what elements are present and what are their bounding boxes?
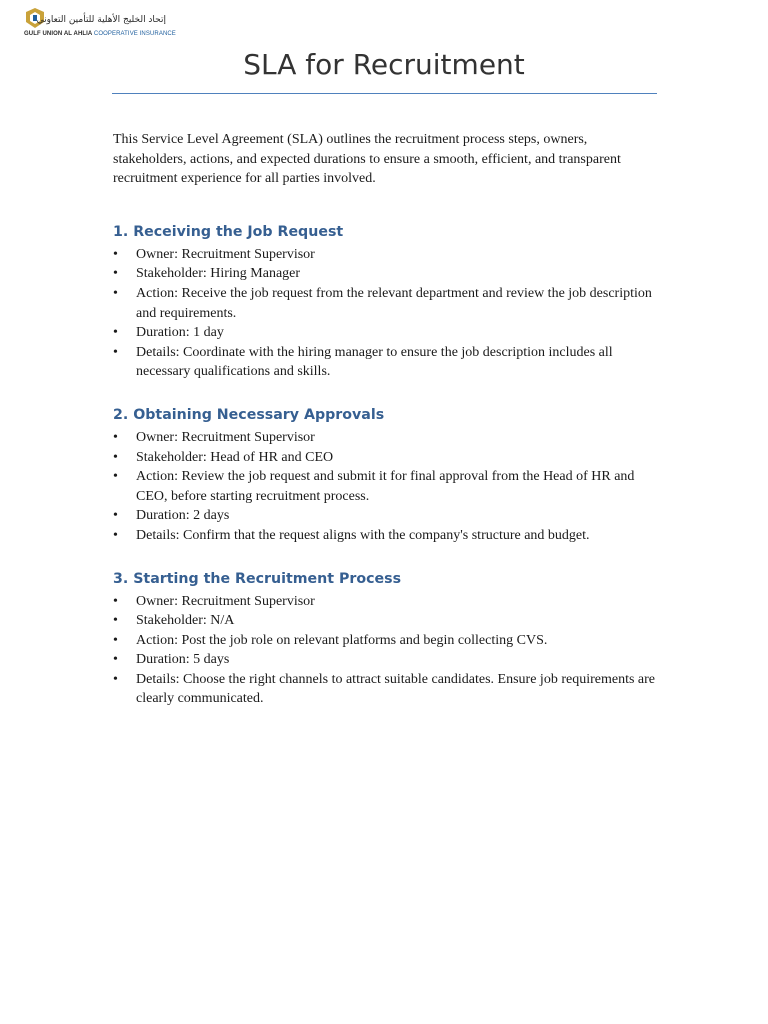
bullet-icon: • xyxy=(113,593,118,609)
list-item-text: Details: Coordinate with the hiring manager to ensure the job description includes all necessary qualifications and skills. xyxy=(136,344,613,380)
section-1 xyxy=(113,222,658,382)
bullet-icon: • xyxy=(113,285,118,301)
list-item-text: Duration: 5 days xyxy=(136,652,230,668)
list-item xyxy=(113,526,658,546)
list-item-text: Duration: 1 day xyxy=(136,325,224,341)
list-item-text: Owner: Recruitment Supervisor xyxy=(136,246,315,262)
list-item-text: Stakeholder: Head of HR and CEO xyxy=(136,449,334,465)
document-body xyxy=(113,130,658,732)
list-item xyxy=(113,631,658,651)
list-item xyxy=(113,245,658,265)
section-heading: 1. Receiving the Job Request xyxy=(113,223,344,240)
list-item-text: Details: Choose the right channels to attract suitable candidates. Ensure job requirements are clearly communicated. xyxy=(136,671,655,707)
section-heading: 2. Obtaining Necessary Approvals xyxy=(113,406,385,423)
intro-paragraph: This Service Level Agreement (SLA) outlines the recruitment process steps, owners, stakeholders, actions, and expected durations to ensure a smooth, efficient, and transparent recruitment experience for all parties involved. xyxy=(113,132,621,187)
bullet-icon: • xyxy=(113,246,118,262)
list-item xyxy=(113,448,658,468)
list-item-text: Details: Confirm that the request aligns with the company's structure and budget. xyxy=(136,527,590,543)
bullet-icon: • xyxy=(113,325,118,341)
list-item xyxy=(113,650,658,670)
bullet-icon: • xyxy=(113,344,118,360)
list-item-text: Action: Review the job request and submit it for final approval from the Head of HR and CEO, before starting recruitment process. xyxy=(136,469,635,504)
list-item xyxy=(113,670,658,709)
bullet-icon: • xyxy=(113,527,118,543)
sections-container xyxy=(113,222,658,709)
list-item-text: Action: Receive the job request from the relevant department and review the job description and requirements. xyxy=(136,285,652,321)
logo-arabic-name: إتحاد الخليج الأهلية للتأمين التعاوني xyxy=(36,15,166,25)
list-item-text: Owner: Recruitment Supervisor xyxy=(136,593,315,609)
list-item xyxy=(113,611,658,631)
logo-english-suffix: COOPERATIVE INSURANCE xyxy=(93,31,176,37)
list-item-text: Stakeholder: N/A xyxy=(136,613,235,629)
list-item xyxy=(113,284,658,323)
company-logo xyxy=(24,7,176,39)
bullet-icon: • xyxy=(113,508,118,524)
list-item xyxy=(113,592,658,612)
title-divider xyxy=(112,93,657,94)
section-3 xyxy=(113,569,658,710)
logo-english-prefix: GULF UNION AL AHLIA xyxy=(24,31,93,37)
bullet-icon: • xyxy=(113,266,118,282)
section-2 xyxy=(113,405,658,546)
list-item-text: Duration: 2 days xyxy=(136,508,230,524)
bullet-icon: • xyxy=(113,429,118,445)
bullet-icon: • xyxy=(113,671,118,687)
bullet-list xyxy=(113,245,658,382)
page-title: SLA for Recruitment xyxy=(243,48,525,81)
list-item-text: Stakeholder: Hiring Manager xyxy=(136,266,301,282)
list-item xyxy=(113,428,658,448)
list-item xyxy=(113,467,658,506)
list-item xyxy=(113,506,658,526)
list-item xyxy=(113,323,658,343)
bullet-list xyxy=(113,592,658,710)
section-heading: 3. Starting the Recruitment Process xyxy=(113,570,402,587)
list-item xyxy=(113,264,658,284)
bullet-list xyxy=(113,428,658,546)
list-item-text: Action: Post the job role on relevant platforms and begin collecting CVS. xyxy=(136,632,548,648)
bullet-icon: • xyxy=(113,449,118,465)
list-item-text: Owner: Recruitment Supervisor xyxy=(136,429,315,445)
bullet-icon: • xyxy=(113,469,118,485)
bullet-icon: • xyxy=(113,613,118,629)
list-item xyxy=(113,343,658,382)
bullet-icon: • xyxy=(113,652,118,668)
logo-english-name xyxy=(24,31,176,37)
bullet-icon: • xyxy=(113,632,118,648)
